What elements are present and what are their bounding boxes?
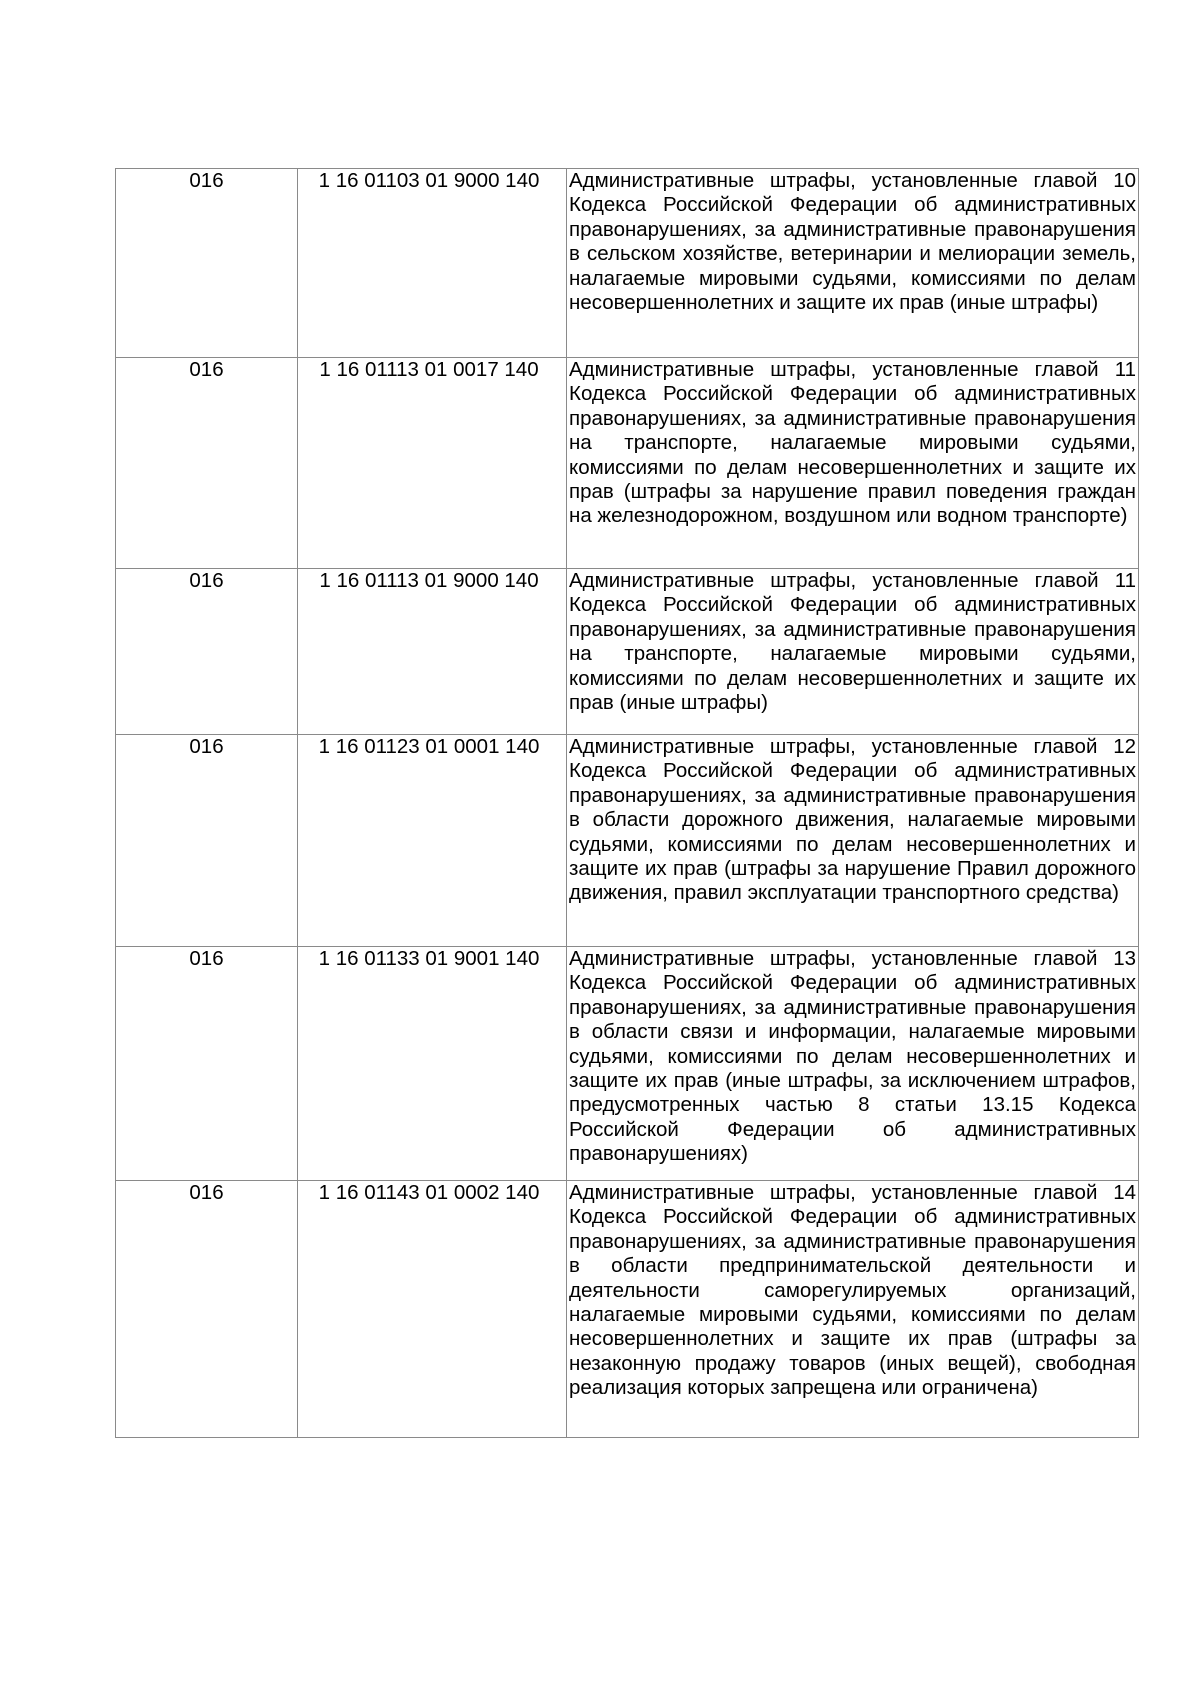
- table-body: [116, 169, 1139, 1438]
- admin-code-cell: 016: [116, 735, 298, 947]
- description-text: Административные штрафы, установленные главой 10 Кодекса Российской Федерации об административных правонарушениях, за административные правонарушения в сельском хозяйстве, ветеринарии и мелиорации земель, налагаемые мировыми судьями, комиссиями по делам несовершеннолетних и защите их прав (иные штрафы): [569, 169, 1136, 315]
- description-text: Административные штрафы, установленные главой 13 Кодекса Российской Федерации об административных правонарушениях, за административные правонарушения в области связи и информации, налагаемые мировыми судьями, комиссиями по делам несовершеннолетних и защите их прав (иные штрафы, за исключением штрафов, предусмотренных частью 8 статьи 13.15 Кодекса Российской Федерации об административных правонарушениях): [569, 947, 1136, 1166]
- description-cell: [567, 1181, 1139, 1438]
- description-text: Административные штрафы, установленные главой 11 Кодекса Российской Федерации об административных правонарушениях, за административные правонарушения на транспорте, налагаемые мировыми судьями, комиссиями по делам несовершеннолетних и защите их прав (иные штрафы): [569, 569, 1136, 715]
- table-row: [116, 1181, 1139, 1438]
- description-cell: [567, 169, 1139, 358]
- description-cell: [567, 569, 1139, 735]
- kbk-code-cell: 1 16 01113 01 0017 140: [298, 358, 567, 569]
- kbk-code-cell: 1 16 01123 01 0001 140: [298, 735, 567, 947]
- admin-code-cell: 016: [116, 169, 298, 358]
- kbk-code-cell: 1 16 01103 01 9000 140: [298, 169, 567, 358]
- table-row: [116, 947, 1139, 1181]
- description-text: Административные штрафы, установленные главой 12 Кодекса Российской Федерации об административных правонарушениях, за административные правонарушения в области дорожного движения, налагаемые мировыми судьями, комиссиями по делам несовершеннолетних и защите их прав (штрафы за нарушение Правил дорожного движения, правил эксплуатации транспортного средства): [569, 735, 1136, 905]
- admin-code-cell: 016: [116, 947, 298, 1181]
- kbk-code-cell: 1 16 01113 01 9000 140: [298, 569, 567, 735]
- description-cell: [567, 358, 1139, 569]
- description-cell: [567, 735, 1139, 947]
- kbk-code-cell: 1 16 01143 01 0002 140: [298, 1181, 567, 1438]
- table-row: [116, 735, 1139, 947]
- kbk-code-cell: 1 16 01133 01 9001 140: [298, 947, 567, 1181]
- budget-codes-table: [115, 168, 1139, 1438]
- table-row: [116, 169, 1139, 358]
- admin-code-cell: 016: [116, 1181, 298, 1438]
- table-row: [116, 358, 1139, 569]
- description-text: Административные штрафы, установленные главой 14 Кодекса Российской Федерации об административных правонарушениях, за административные правонарушения в области предпринимательской деятельности и деятельности саморегулируемых организаций, налагаемые мировыми судьями, комиссиями по делам несовершеннолетних и защите их прав (штрафы за незаконную продажу товаров (иных вещей), свободная реализация которых запрещена или ограничена): [569, 1181, 1136, 1400]
- description-cell: [567, 947, 1139, 1181]
- table-row: [116, 569, 1139, 735]
- description-text: Административные штрафы, установленные главой 11 Кодекса Российской Федерации об административных правонарушениях, за административные правонарушения на транспорте, налагаемые мировыми судьями, комиссиями по делам несовершеннолетних и защите их прав (штрафы за нарушение правил поведения граждан на железнодорожном, воздушном или водном транспорте): [569, 358, 1136, 528]
- admin-code-cell: 016: [116, 569, 298, 735]
- admin-code-cell: 016: [116, 358, 298, 569]
